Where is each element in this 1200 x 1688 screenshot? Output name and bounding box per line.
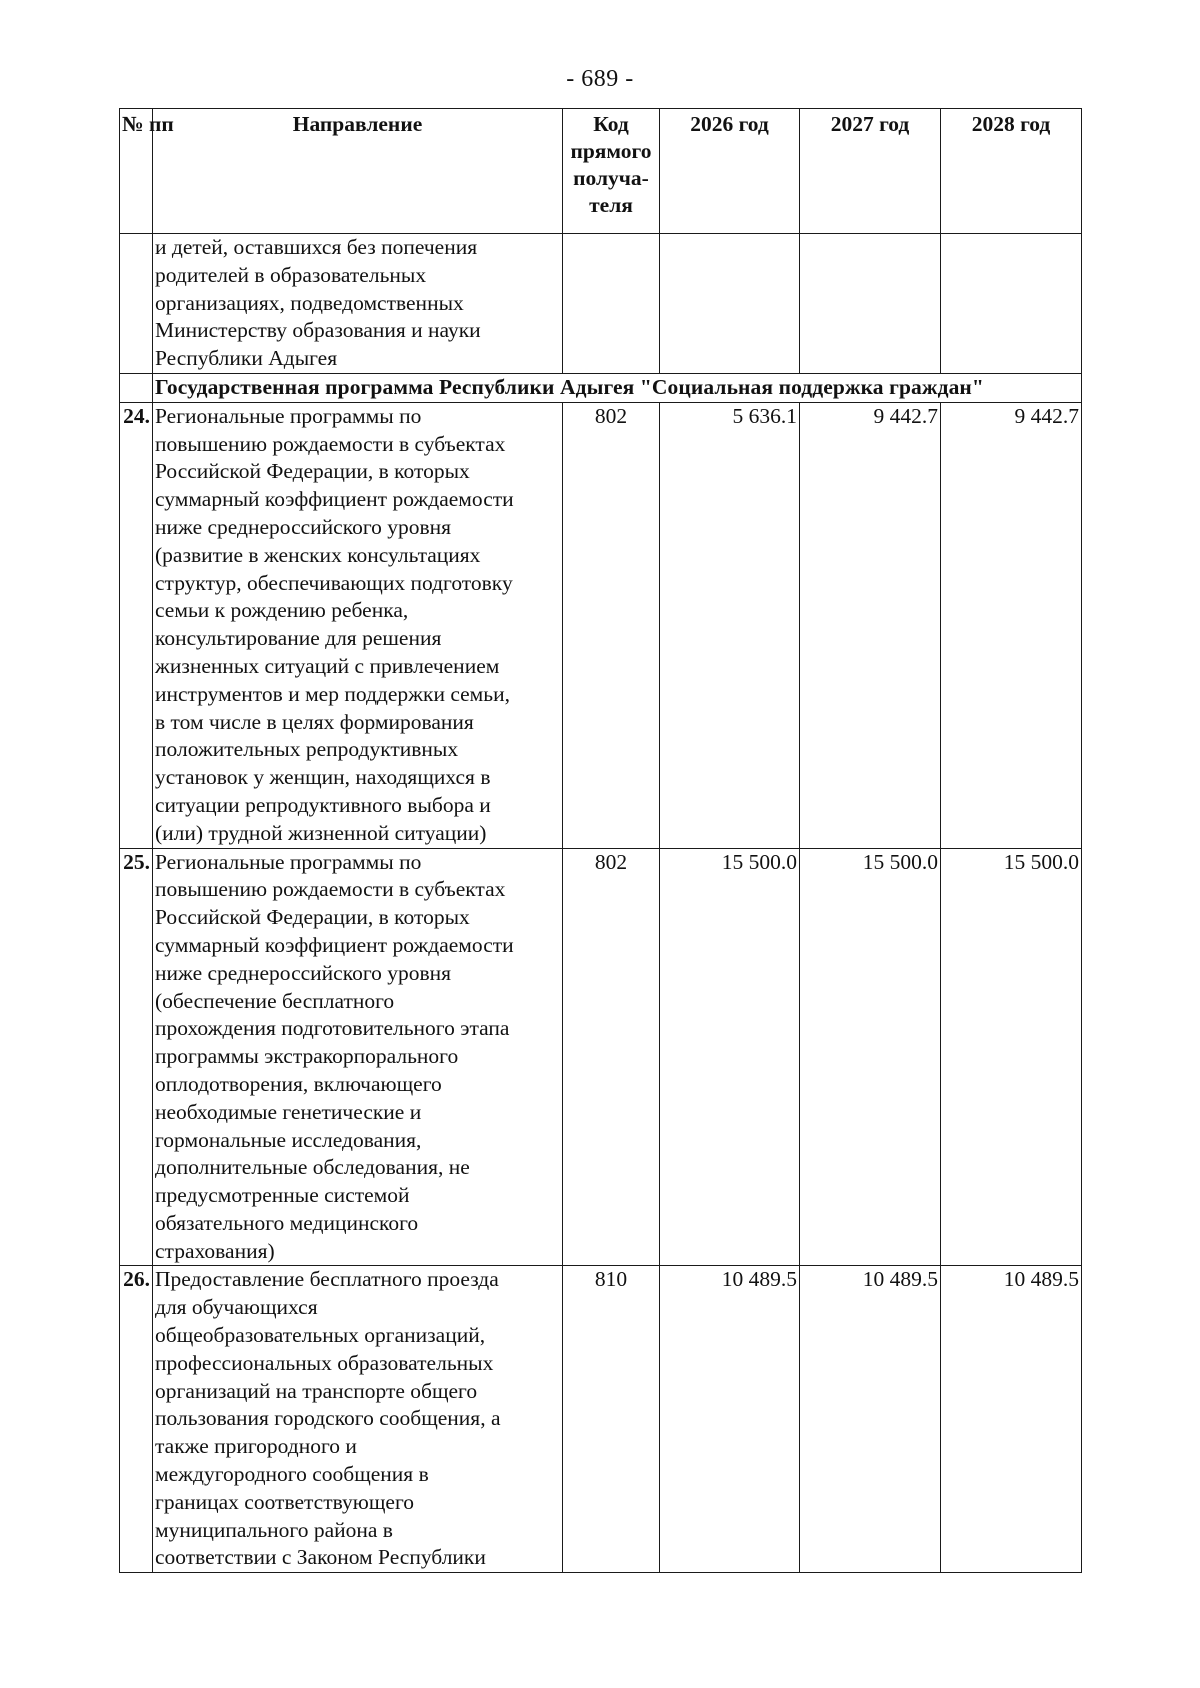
direction-text-line: также пригородного и: [155, 1434, 357, 1459]
direction-text-line: Российской Федерации, в которых: [155, 905, 470, 930]
direction-text-line: гормональные исследования,: [155, 1127, 422, 1152]
direction-text-line: Региональные программы по: [155, 849, 422, 874]
direction-text-line: оплодотворения, включающего: [155, 1071, 442, 1096]
year-2028-cell: 10 489.5: [941, 1266, 1082, 1573]
direction-text-line: ситуации репродуктивного выбора и: [155, 792, 491, 817]
table-row: [120, 1266, 1082, 1573]
direction-cell: [153, 848, 563, 1266]
page-number: - 689 -: [566, 66, 634, 92]
direction-text-line: обязательного медицинского: [155, 1210, 419, 1235]
direction-text-line: предусмотренные системой: [155, 1183, 410, 1208]
year-2026-cell: 10 489.5: [660, 1266, 800, 1573]
header-2027-label: 2027 год: [830, 112, 910, 136]
direction-text-line: ниже среднероссийского уровня: [155, 960, 452, 985]
direction-text-line: соответствии с Законом Республики: [155, 1545, 486, 1570]
direction-text-line: Региональные программы по: [155, 403, 422, 428]
table-header: [120, 109, 1082, 234]
table-row: [120, 402, 1082, 848]
direction-text-line: в том числе в целях формирования: [155, 709, 474, 734]
year-2026-cell: [660, 234, 800, 374]
row-num-cell: [120, 373, 153, 402]
direction-text-line: Российской Федерации, в которых: [155, 459, 470, 484]
header-row: [120, 109, 1082, 234]
header-2026-label: 2026 год: [690, 112, 769, 136]
header-2028: [941, 109, 1082, 234]
program-title-cell: [153, 373, 1082, 402]
direction-text-line: консультирование для решения: [155, 626, 442, 651]
program-row: [120, 373, 1082, 402]
row-num-cell: [120, 234, 153, 374]
year-2027-cell: 15 500.0: [800, 848, 941, 1266]
year-2027-cell: [800, 234, 941, 374]
direction-text-line: организациях, подведомственных: [155, 290, 464, 315]
direction-text-line: положительных репродуктивных: [155, 737, 459, 762]
direction-text-line: организаций на транспорте общего: [155, 1378, 478, 1403]
direction-cell: [153, 234, 563, 374]
year-2026-cell: 5 636.1: [660, 402, 800, 848]
table-row: [120, 234, 1082, 374]
direction-text-line: жизненных ситуаций с привлечением: [155, 653, 500, 678]
header-2027: [800, 109, 941, 234]
direction-text-line: инструментов и мер поддержки семьи,: [155, 681, 510, 706]
direction-text-line: (обеспечение бесплатного: [155, 988, 395, 1013]
direction-text-line: программы экстракорпорального: [155, 1044, 459, 1069]
direction-text-line: установок у женщин, находящихся в: [155, 765, 491, 790]
table-row: [120, 848, 1082, 1266]
table-body: [120, 234, 1082, 1573]
program-title: Государственная программа Республики Адыгея "Социальная поддержка граждан": [155, 374, 984, 399]
budget-table: [119, 108, 1082, 1573]
direction-text-line: и детей, оставшихся без попечения: [155, 235, 478, 259]
direction-text-line: повышению рождаемости в субъектах: [155, 877, 506, 902]
direction-text-line: ниже среднероссийского уровня: [155, 514, 452, 539]
year-2028-cell: 9 442.7: [941, 402, 1082, 848]
direction-text-line: (развитие в женских консультациях: [155, 542, 481, 567]
header-2028-label: 2028 год: [971, 112, 1051, 136]
direction-text-line: семьи к рождению ребенка,: [155, 598, 409, 623]
direction-text-line: повышению рождаемости в субъектах: [155, 431, 506, 456]
header-2026: [660, 109, 800, 234]
year-2027-cell: 10 489.5: [800, 1266, 941, 1573]
header-code: [563, 109, 660, 234]
direction-text-line: дополнительные обследования, не: [155, 1155, 470, 1180]
row-num-cell: 26.: [120, 1266, 153, 1573]
direction-text-line: структур, обеспечивающих подготовку: [155, 570, 513, 595]
direction-text-line: суммарный коэффициент рождаемости: [155, 932, 514, 957]
year-2027-cell: 9 442.7: [800, 402, 941, 848]
year-2026-cell: 15 500.0: [660, 848, 800, 1266]
direction-text-line: страхования): [155, 1238, 275, 1263]
direction-text-line: профессиональных образовательных: [155, 1350, 494, 1375]
direction-text-line: Предоставление бесплатного проезда: [155, 1267, 499, 1292]
direction-text-line: границах соответствующего: [155, 1489, 414, 1514]
direction-text-line: родителей в образовательных: [155, 262, 427, 287]
header-code-label: Код прямого получа-теля: [570, 112, 652, 217]
direction-text-line: прохождения подготовительного этапа: [155, 1016, 510, 1041]
direction-text-line: для обучающихся: [155, 1295, 318, 1320]
direction-text-line: суммарный коэффициент рождаемости: [155, 487, 514, 512]
year-2028-cell: 15 500.0: [941, 848, 1082, 1266]
row-num-cell: 25.: [120, 848, 153, 1266]
direction-text-line: (или) трудной жизненной ситуации): [155, 820, 487, 845]
direction-text-line: Республики Адыгея: [155, 346, 338, 371]
direction-text-line: общеобразовательных организаций,: [155, 1323, 486, 1348]
header-num: [120, 109, 174, 234]
direction-text-line: пользования городского сообщения, а: [155, 1406, 501, 1431]
code-cell: 810: [563, 1266, 660, 1573]
code-cell: [563, 234, 660, 374]
header-num-label: № пп: [122, 112, 174, 136]
header-direction: [153, 109, 563, 234]
code-cell: 802: [563, 848, 660, 1266]
header-direction-label: Направление: [292, 112, 423, 136]
direction-text-line: Министерству образования и науки: [155, 318, 481, 343]
direction-text-line: муниципального района в: [155, 1517, 393, 1542]
code-cell: 802: [563, 402, 660, 848]
year-2028-cell: [941, 234, 1082, 374]
direction-cell: [153, 1266, 563, 1573]
direction-cell: [153, 402, 563, 848]
direction-text-line: необходимые генетические и: [155, 1099, 422, 1124]
row-num-cell: 24.: [120, 402, 153, 848]
direction-text-line: междугородного сообщения в: [155, 1462, 429, 1487]
